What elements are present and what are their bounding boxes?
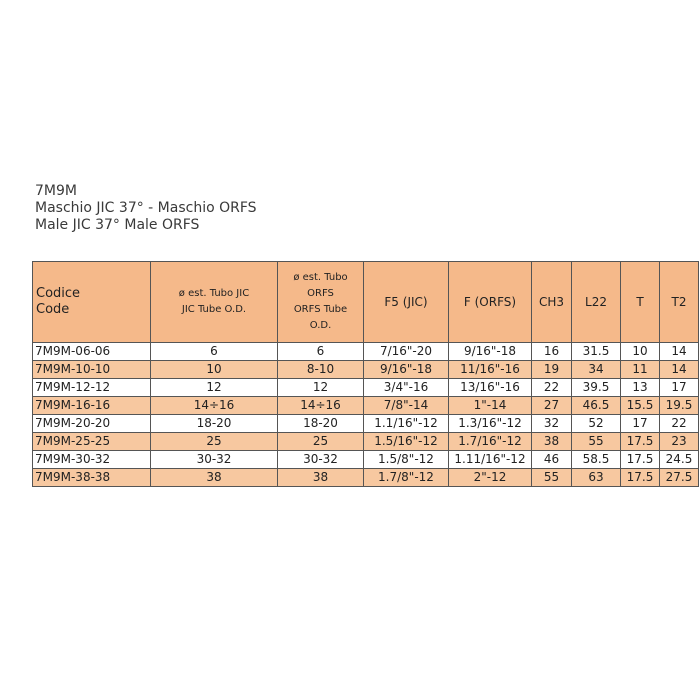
header-orfs-tube	[278, 262, 364, 343]
header-jic-tube	[151, 262, 278, 343]
header-t2: T2	[660, 262, 699, 343]
cell-t2: 27.5	[660, 469, 699, 487]
cell-jic-tube: 25	[151, 433, 278, 451]
spec-table	[32, 261, 699, 487]
cell-ch3: 32	[532, 415, 572, 433]
header-f5: F5 (JIC)	[364, 262, 449, 343]
cell-t2: 23	[660, 433, 699, 451]
cell-f5: 1.5/8"-12	[364, 451, 449, 469]
cell-f: 1.11/16"-12	[449, 451, 532, 469]
cell-jic-tube: 18-20	[151, 415, 278, 433]
table-row	[33, 451, 699, 469]
cell-t2: 19.5	[660, 397, 699, 415]
cell-l22: 52	[572, 415, 621, 433]
cell-f5: 7/16"-20	[364, 343, 449, 361]
cell-orfs-tube: 12	[278, 379, 364, 397]
cell-t: 10	[621, 343, 660, 361]
cell-jic-tube: 10	[151, 361, 278, 379]
cell-ch3: 27	[532, 397, 572, 415]
cell-jic-tube: 30-32	[151, 451, 278, 469]
cell-ch3: 38	[532, 433, 572, 451]
cell-ch3: 16	[532, 343, 572, 361]
header-t: T	[621, 262, 660, 343]
cell-orfs-tube: 6	[278, 343, 364, 361]
product-title-italian: Maschio JIC 37° - Maschio ORFS	[35, 200, 257, 216]
cell-t2: 14	[660, 361, 699, 379]
cell-jic-tube: 12	[151, 379, 278, 397]
cell-t2: 14	[660, 343, 699, 361]
cell-f: 1.3/16"-12	[449, 415, 532, 433]
cell-f: 9/16"-18	[449, 343, 532, 361]
cell-f: 1"-14	[449, 397, 532, 415]
cell-l22: 58.5	[572, 451, 621, 469]
cell-f5: 7/8"-14	[364, 397, 449, 415]
cell-t: 17.5	[621, 469, 660, 487]
cell-t: 13	[621, 379, 660, 397]
header-code-line2: Code	[36, 302, 70, 317]
cell-l22: 55	[572, 433, 621, 451]
cell-f5: 1.7/8"-12	[364, 469, 449, 487]
cell-code: 7M9M-06-06	[33, 343, 151, 361]
product-title-english: Male JIC 37° Male ORFS	[35, 217, 200, 233]
cell-code: 7M9M-10-10	[33, 361, 151, 379]
cell-l22: 39.5	[572, 379, 621, 397]
cell-ch3: 46	[532, 451, 572, 469]
cell-code: 7M9M-12-12	[33, 379, 151, 397]
cell-t: 17.5	[621, 433, 660, 451]
cell-f: 11/16"-16	[449, 361, 532, 379]
cell-ch3: 19	[532, 361, 572, 379]
table-row	[33, 343, 699, 361]
cell-orfs-tube: 25	[278, 433, 364, 451]
product-code: 7M9M	[35, 183, 77, 199]
cell-code: 7M9M-25-25	[33, 433, 151, 451]
cell-t2: 24.5	[660, 451, 699, 469]
header-l22: L22	[572, 262, 621, 343]
cell-t2: 22	[660, 415, 699, 433]
cell-l22: 34	[572, 361, 621, 379]
cell-t2: 17	[660, 379, 699, 397]
cell-code: 7M9M-38-38	[33, 469, 151, 487]
cell-code: 7M9M-16-16	[33, 397, 151, 415]
cell-l22: 31.5	[572, 343, 621, 361]
cell-orfs-tube: 18-20	[278, 415, 364, 433]
header-jic-line2: JIC Tube O.D.	[181, 304, 247, 315]
header-orfs-line3: ORFS Tube	[293, 304, 348, 315]
cell-f: 2"-12	[449, 469, 532, 487]
cell-f: 13/16"-16	[449, 379, 532, 397]
header-code	[33, 262, 151, 343]
header-code-line1: Codice	[36, 286, 81, 301]
cell-ch3: 22	[532, 379, 572, 397]
cell-l22: 63	[572, 469, 621, 487]
header-ch3: CH3	[532, 262, 572, 343]
header-jic-line1: ø est. Tubo JIC	[178, 288, 250, 299]
cell-l22: 46.5	[572, 397, 621, 415]
cell-f5: 1.1/16"-12	[364, 415, 449, 433]
cell-f5: 9/16"-18	[364, 361, 449, 379]
cell-jic-tube: 6	[151, 343, 278, 361]
table-row	[33, 397, 699, 415]
table-header-row	[33, 262, 699, 343]
table-row	[33, 415, 699, 433]
cell-orfs-tube: 30-32	[278, 451, 364, 469]
cell-f5: 3/4"-16	[364, 379, 449, 397]
header-orfs-line2: ORFS	[307, 288, 334, 299]
header-orfs-line1: ø est. Tubo	[293, 272, 348, 283]
product-heading	[35, 183, 257, 234]
cell-t: 17	[621, 415, 660, 433]
cell-orfs-tube: 14÷16	[278, 397, 364, 415]
table-row	[33, 433, 699, 451]
cell-jic-tube: 14÷16	[151, 397, 278, 415]
table-row	[33, 379, 699, 397]
cell-t: 15.5	[621, 397, 660, 415]
cell-f5: 1.5/16"-12	[364, 433, 449, 451]
cell-code: 7M9M-30-32	[33, 451, 151, 469]
cell-f: 1.7/16"-12	[449, 433, 532, 451]
cell-t: 11	[621, 361, 660, 379]
table-row	[33, 469, 699, 487]
cell-t: 17.5	[621, 451, 660, 469]
cell-ch3: 55	[532, 469, 572, 487]
header-orfs-line4: O.D.	[309, 320, 332, 331]
cell-orfs-tube: 38	[278, 469, 364, 487]
cell-jic-tube: 38	[151, 469, 278, 487]
header-f: F (ORFS)	[449, 262, 532, 343]
cell-orfs-tube: 8-10	[278, 361, 364, 379]
table-row	[33, 361, 699, 379]
cell-code: 7M9M-20-20	[33, 415, 151, 433]
